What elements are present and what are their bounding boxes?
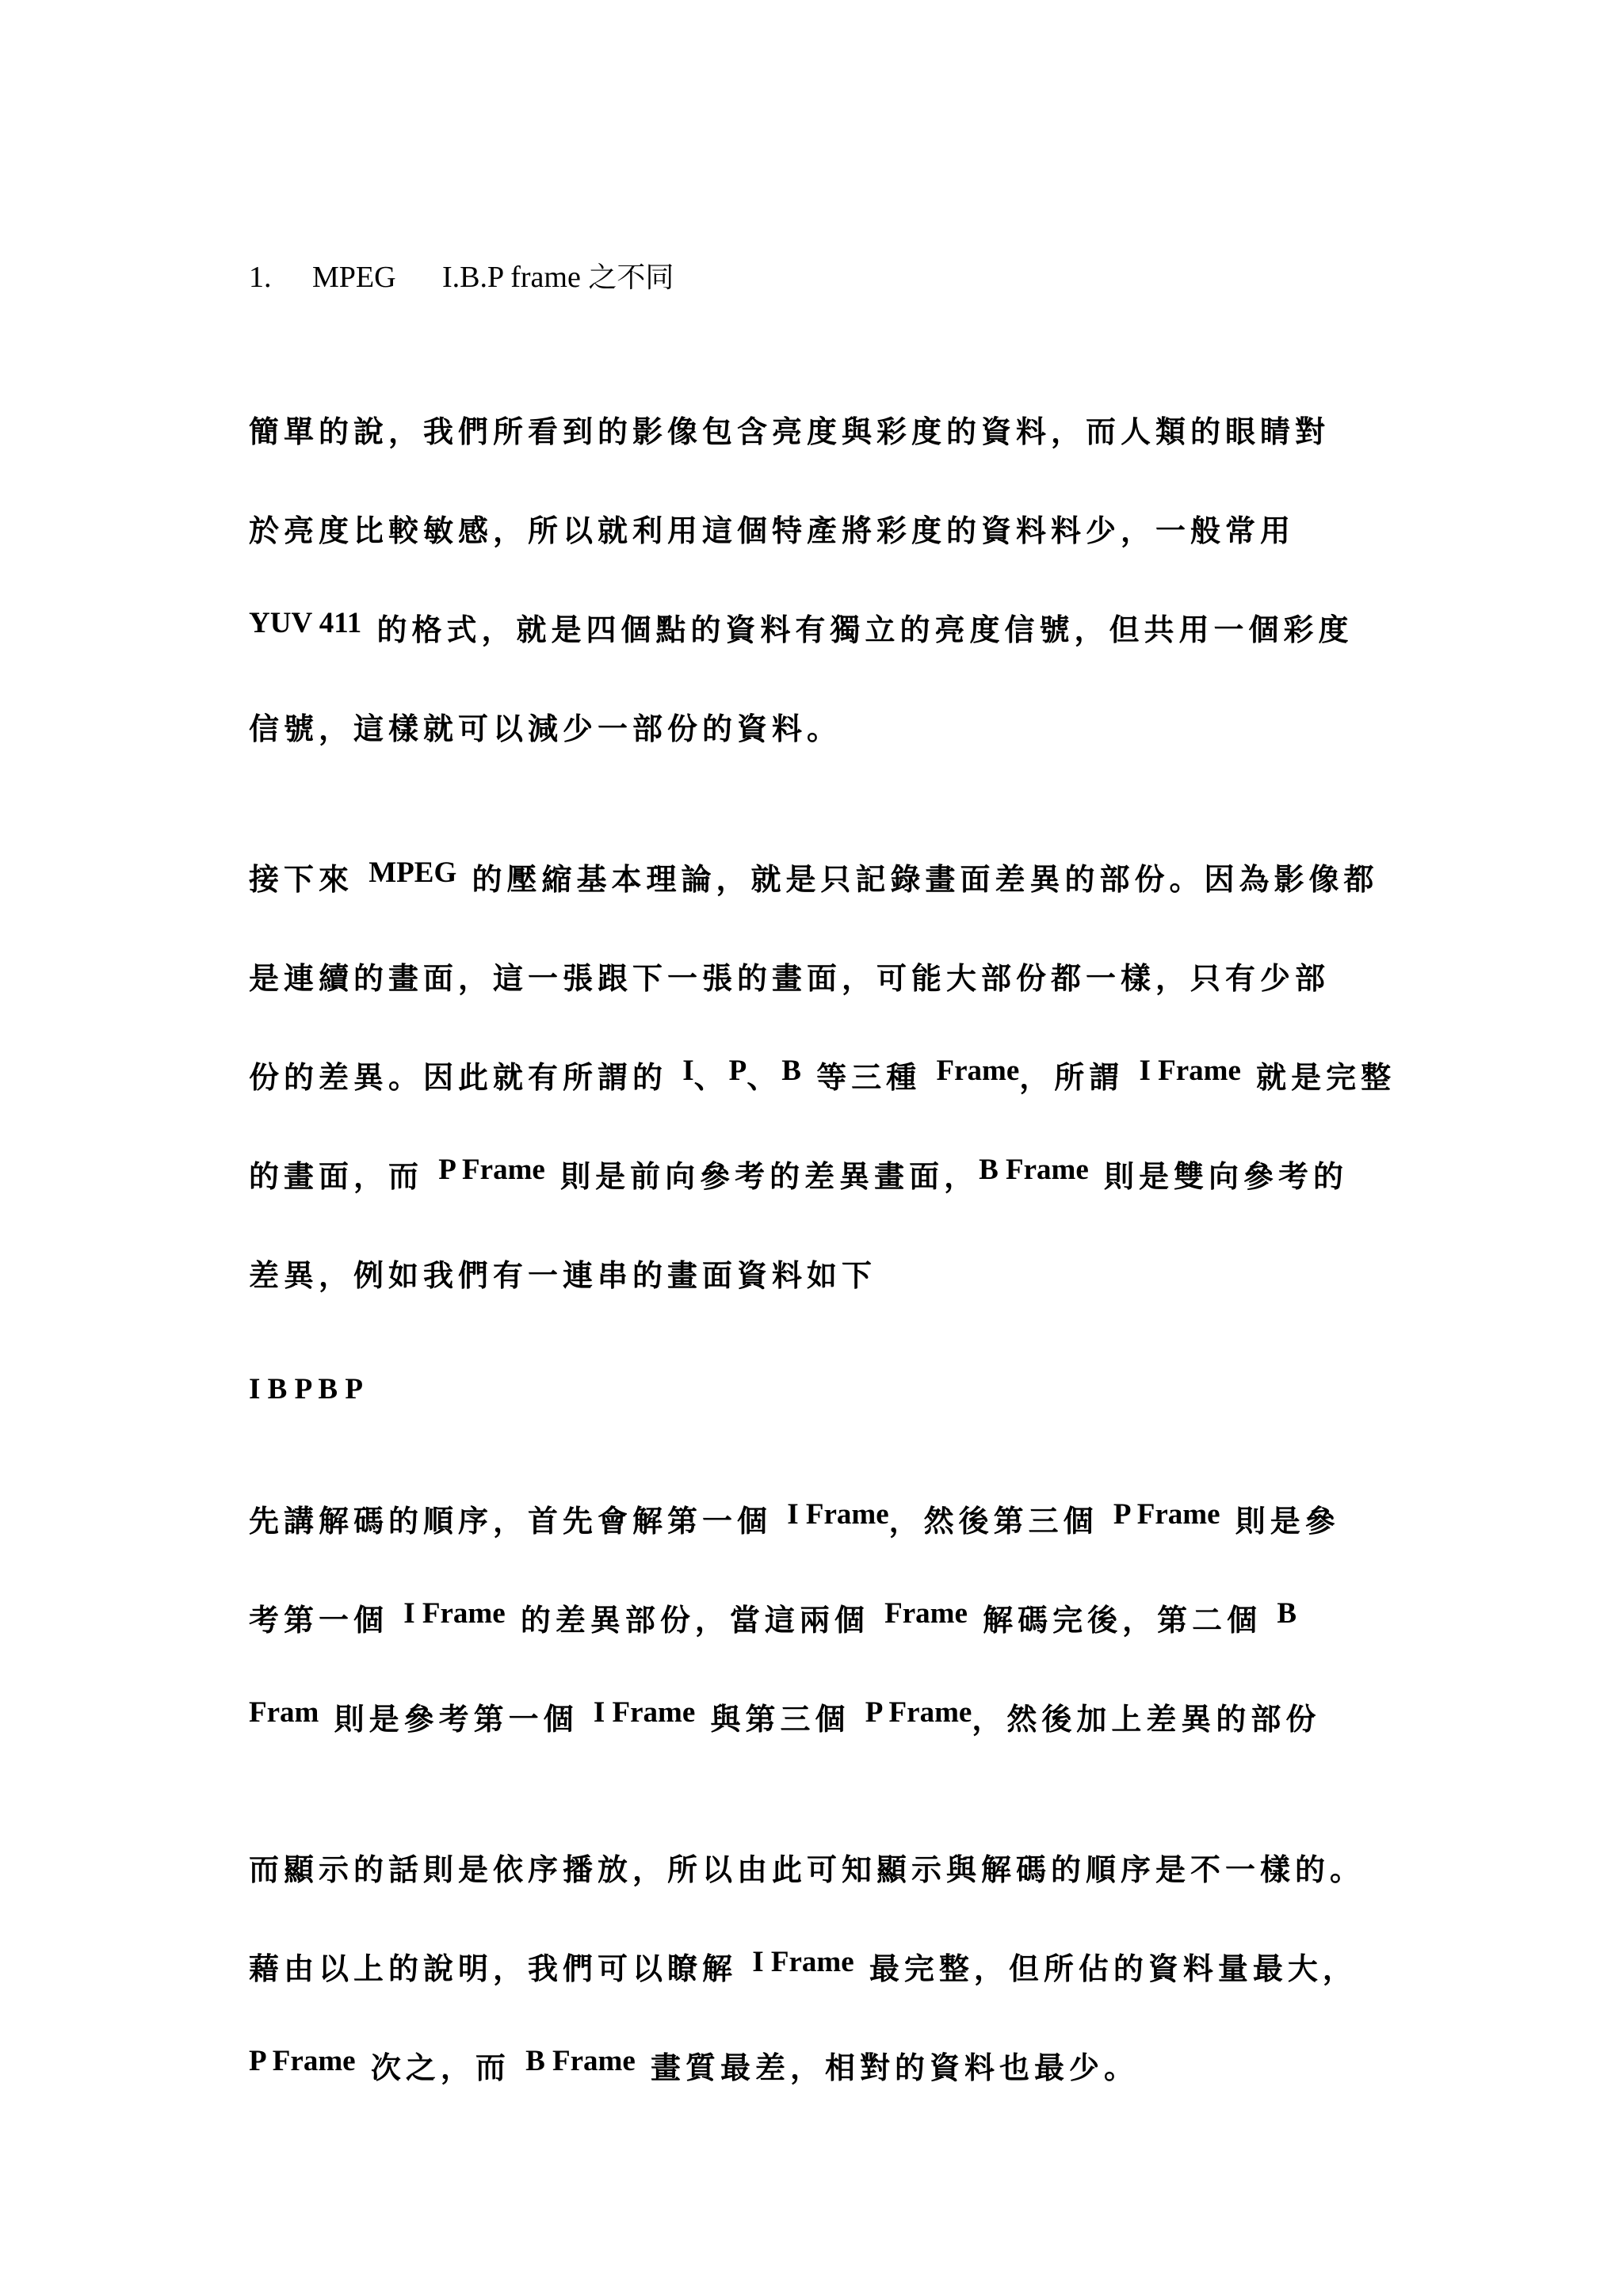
p3-l1-pframe: P Frame (1113, 1498, 1220, 1531)
p2-l1-mpeg: MPEG (369, 856, 457, 889)
heading-title-cjk: 之不同 (588, 261, 674, 294)
p2-line-4 (249, 1153, 1348, 1202)
p1-yuv-format: YUV 411 (249, 607, 362, 639)
p2-l3-i: I (682, 1055, 694, 1087)
p3-l2-c: 解碼完後，第二個 (983, 1603, 1262, 1638)
p4-line-3 (249, 2044, 1139, 2093)
p2-line-5: 差異，例如我們有一連串的畫面資料如下 (249, 1258, 877, 1293)
p4-l2-a: 藉由以上的說明，我們可以瞭解 (249, 1951, 738, 1986)
p3-l3-fram: Fram (249, 1696, 319, 1729)
p2-l1-a: 接下來 (249, 862, 354, 897)
p2-l1-b: 的壓縮基本理論，就是只記錄畫面差異的部份。因為影像都 (472, 862, 1379, 897)
p1-line-3 (249, 606, 1353, 655)
p3-line-2 (249, 1596, 1296, 1646)
p2-l3-b-letter: B (781, 1055, 801, 1087)
p2-l4-b: 則是前向參考的差異畫面， (560, 1159, 980, 1194)
p2-l3-p: P (728, 1055, 747, 1087)
p2-line-3 (249, 1054, 1396, 1103)
p2-l3-a: 份的差異。因此就有所謂的 (249, 1060, 668, 1095)
p3-l1-iframe: I Frame (787, 1498, 889, 1531)
p2-l4-c: 則是雙向參考的 (1104, 1159, 1349, 1194)
p2-line-1 (249, 856, 1378, 905)
p2-l3-frame: Frame (936, 1055, 1020, 1087)
p3-l3-iframe: I Frame (593, 1696, 696, 1729)
p1-line-3-text: 的格式，就是四個點的資料有獨立的亮度信號，但共用一個彩度 (376, 612, 1354, 647)
p2-l4-a: 的畫面，而 (249, 1159, 424, 1194)
section-heading (249, 254, 674, 302)
p2-l3-d: ，所謂 (1019, 1060, 1125, 1095)
p1-line-4: 信號，這樣就可以減少一部份的資料。 (249, 711, 842, 746)
p3-l2-b-letter: B (1277, 1597, 1297, 1630)
p3-l1-b: ，然後第三個 (888, 1504, 1098, 1539)
p4-l3-a: 次之，而 (370, 2050, 510, 2085)
p3-l3-c: ，然後加上差異的部份 (972, 1702, 1321, 1737)
p2-l4-pframe: P Frame (438, 1154, 545, 1186)
heading-title-latin: I.B.P frame (442, 261, 581, 294)
frame-sequence: I B P B P (249, 1373, 363, 1405)
p3-l1-c: 則是參 (1235, 1504, 1340, 1539)
p2-l3-c: 等三種 (816, 1060, 922, 1095)
p4-l3-pframe: P Frame (249, 2045, 356, 2077)
p4-line-2 (249, 1945, 1358, 1994)
p3-l2-iframe: I Frame (403, 1597, 506, 1630)
p3-l3-pframe: P Frame (865, 1696, 972, 1729)
p4-l2-iframe: I Frame (752, 1946, 854, 1978)
heading-number: 1. (249, 261, 272, 294)
p2-l3-e: 就是完整 (1256, 1060, 1396, 1095)
p3-line-3 (249, 1695, 1320, 1745)
p2-l3-sep1: 、 (693, 1060, 729, 1095)
p1-line-2: 於亮度比較敏感，所以就利用這個特產將彩度的資料料少，一般常用 (249, 513, 1296, 548)
p4-l2-b: 最完整，但所佔的資料量最大， (869, 1951, 1358, 1986)
p3-l2-b: 的差異部份，當這兩個 (520, 1603, 869, 1638)
p3-l3-a: 則是參考第一個 (334, 1702, 579, 1737)
p3-l2-a: 考第一個 (249, 1603, 389, 1638)
p4-line-1: 而顯示的話則是依序播放，所以由此可知顯示與解碼的順序是不一樣的。 (249, 1852, 1365, 1887)
p3-l2-frame: Frame (884, 1597, 968, 1630)
p2-l4-bframe: B Frame (979, 1154, 1089, 1186)
p1-line-1: 簡單的說，我們所看到的影像包含亮度與彩度的資料，而人類的眼睛對 (249, 414, 1331, 449)
p4-l3-b: 畫質最差，相對的資料也最少。 (651, 2050, 1140, 2085)
p2-line-2: 是連續的畫面，這一張跟下一張的畫面，可能大部份都一樣，只有少部 (249, 961, 1331, 996)
p2-l3-iframe: I Frame (1139, 1055, 1241, 1087)
p2-l3-sep2: 、 (747, 1060, 782, 1095)
p3-l1-a: 先講解碼的順序，首先會解第一個 (249, 1504, 773, 1539)
p3-l3-b: 與第三個 (710, 1702, 850, 1737)
heading-mpeg: MPEG (312, 261, 396, 294)
p4-l3-bframe: B Frame (525, 2045, 636, 2077)
p3-line-1 (249, 1497, 1340, 1547)
